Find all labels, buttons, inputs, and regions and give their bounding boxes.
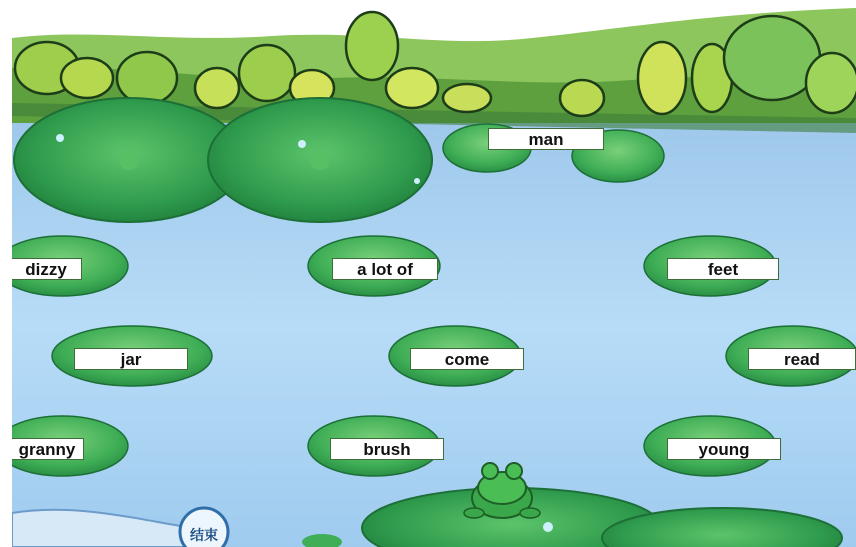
word-label-come[interactable]: come [410,348,524,370]
word-label-dizzy[interactable]: dizzy [12,258,82,280]
finish-button[interactable] [180,508,228,547]
game-stage [12,8,856,547]
word-label-jar[interactable]: jar [74,348,188,370]
word-label-granny[interactable]: granny [12,438,84,460]
word-label-read[interactable]: read [748,348,856,370]
word-label-a-lot-of[interactable]: a lot of [332,258,438,280]
word-label-feet[interactable]: feet [667,258,779,280]
word-label-young[interactable]: young [667,438,781,460]
finish-button-label: 结束 [190,528,218,544]
word-label-brush[interactable]: brush [330,438,444,460]
word-label-man[interactable]: man [488,128,604,150]
